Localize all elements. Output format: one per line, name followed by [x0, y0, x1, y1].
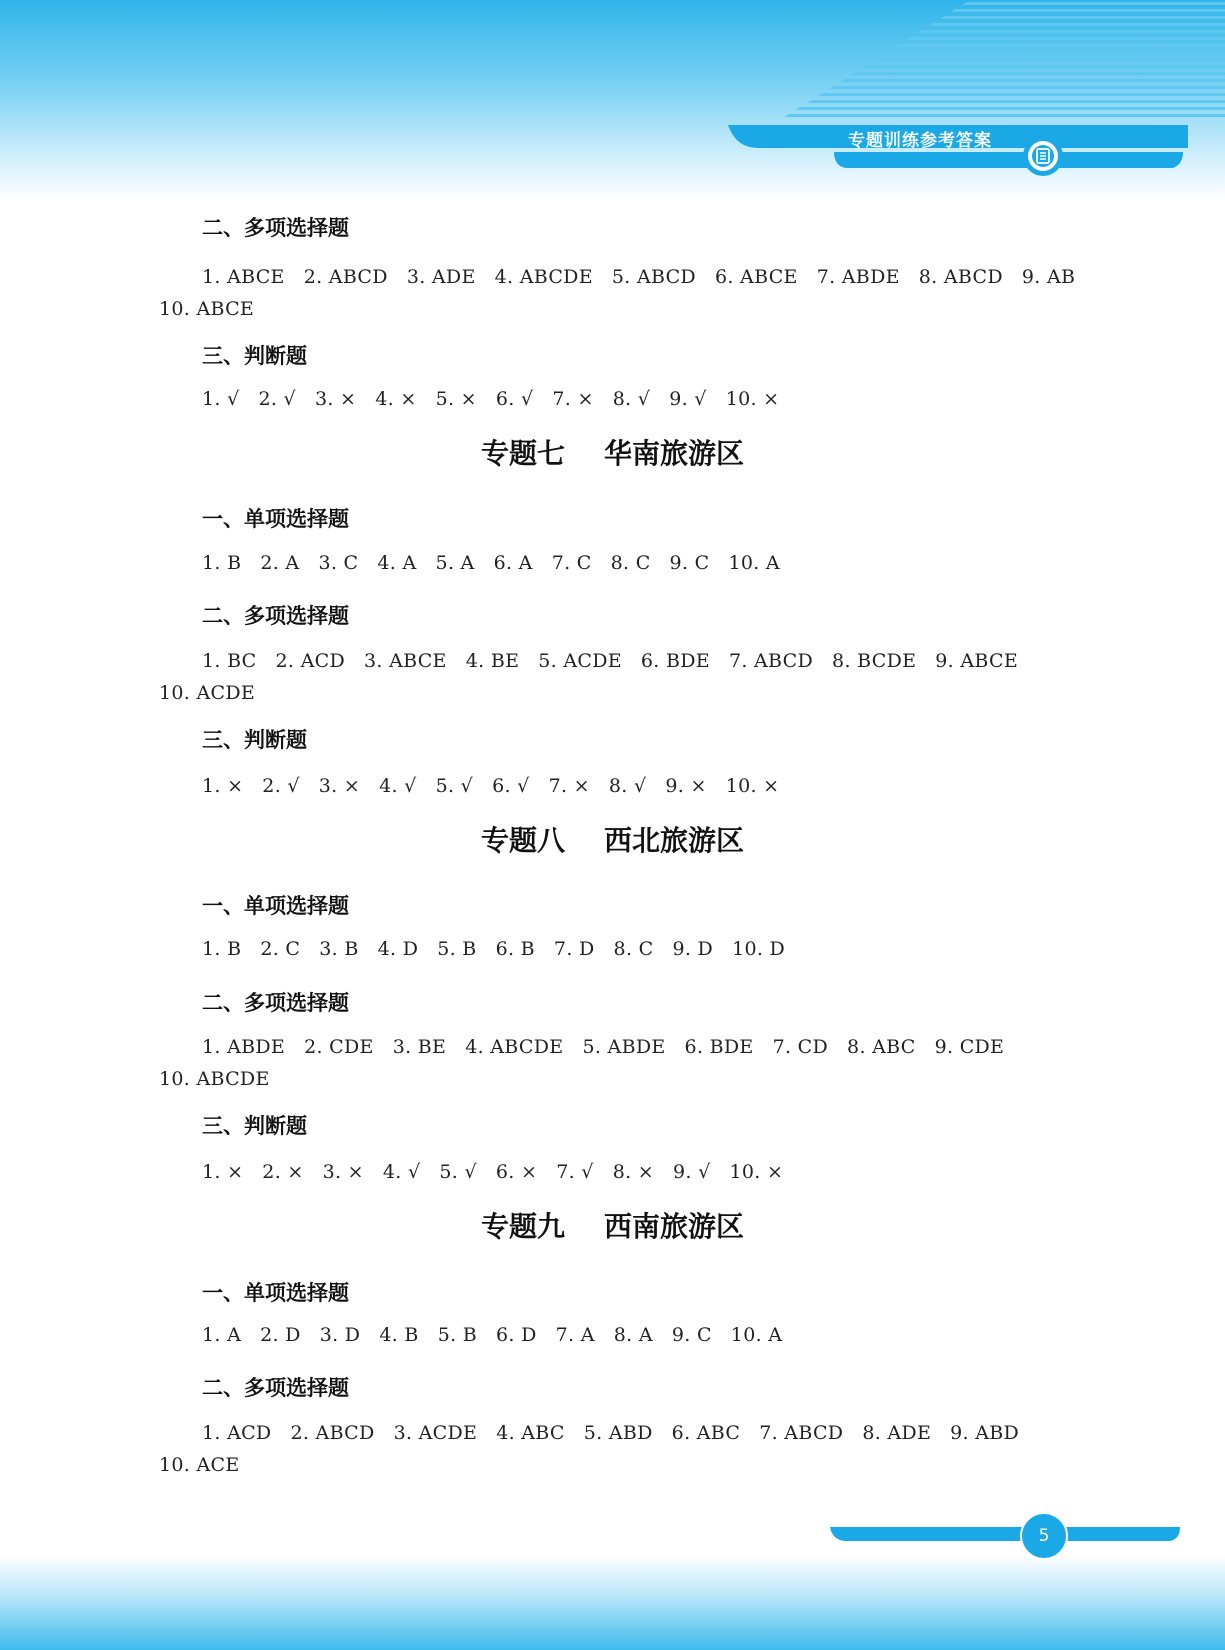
page-number: 5 — [1020, 1512, 1068, 1560]
answer-line: 1. × 2. √ 3. × 4. √ 5. √ 6. √ 7. × 8. √ 9. × 10. × — [202, 775, 780, 797]
answer-line: 1. ABDE 2. CDE 3. BE 4. ABCDE 5. ABDE 6. BDE 7. CD 8. ABC 9. CDE — [202, 1036, 1005, 1058]
answer-line: 1. ABCE 2. ABCD 3. ADE 4. ABCDE 5. ABCD 6. ABCE 7. ABDE 8. ABCD 9. AB — [202, 266, 1076, 288]
answer-line-continued: 10. ABCDE — [159, 1068, 270, 1090]
footer-background — [0, 1555, 1225, 1650]
footer-bar — [830, 1523, 1180, 1545]
section-heading: 三、判断题 — [202, 344, 307, 368]
topic-title: 专题九 西南旅游区 — [481, 1210, 744, 1243]
section-heading: 二、多项选择题 — [202, 604, 349, 628]
answer-line-continued: 10. ACDE — [159, 682, 256, 704]
section-heading: 一、单项选择题 — [202, 894, 349, 918]
answer-line: 1. B 2. A 3. C 4. A 5. A 6. A 7. C 8. C 9. C 10. A — [202, 552, 780, 574]
section-heading: 二、多项选择题 — [202, 991, 349, 1015]
gear-icon — [1018, 136, 1068, 186]
answer-line: 1. √ 2. √ 3. × 4. × 5. × 6. √ 7. × 8. √ 9. √ 10. × — [202, 388, 780, 410]
answer-line: 1. BC 2. ACD 3. ABCE 4. BE 5. ACDE 6. BDE 7. ABCD 8. BCDE 9. ABCE — [202, 650, 1019, 672]
decorative-stripes — [780, 0, 1225, 120]
section-heading: 一、单项选择题 — [202, 1281, 349, 1305]
answer-line: 1. × 2. × 3. × 4. √ 5. √ 6. × 7. √ 8. × 9. √ 10. × — [202, 1161, 784, 1183]
section-heading: 二、多项选择题 — [202, 216, 349, 240]
section-heading: 三、判断题 — [202, 728, 307, 752]
answer-line-continued: 10. ABCE — [159, 298, 255, 320]
answer-line: 1. A 2. D 3. D 4. B 5. B 6. D 7. A 8. A 9. C 10. A — [202, 1324, 783, 1346]
answer-line: 1. B 2. C 3. B 4. D 5. B 6. B 7. D 8. C 9. D 10. D — [202, 938, 786, 960]
section-heading: 一、单项选择题 — [202, 507, 349, 531]
section-heading: 三、判断题 — [202, 1114, 307, 1138]
topic-title: 专题八 西北旅游区 — [481, 824, 744, 857]
section-heading: 二、多项选择题 — [202, 1376, 349, 1400]
header-label: 专题训练参考答案 — [848, 131, 992, 151]
answer-line: 1. ACD 2. ABCD 3. ACDE 4. ABC 5. ABD 6. ABC 7. ABCD 8. ADE 9. ABD — [202, 1422, 1020, 1444]
answer-line-continued: 10. ACE — [159, 1454, 240, 1476]
topic-title: 专题七 华南旅游区 — [481, 437, 744, 470]
